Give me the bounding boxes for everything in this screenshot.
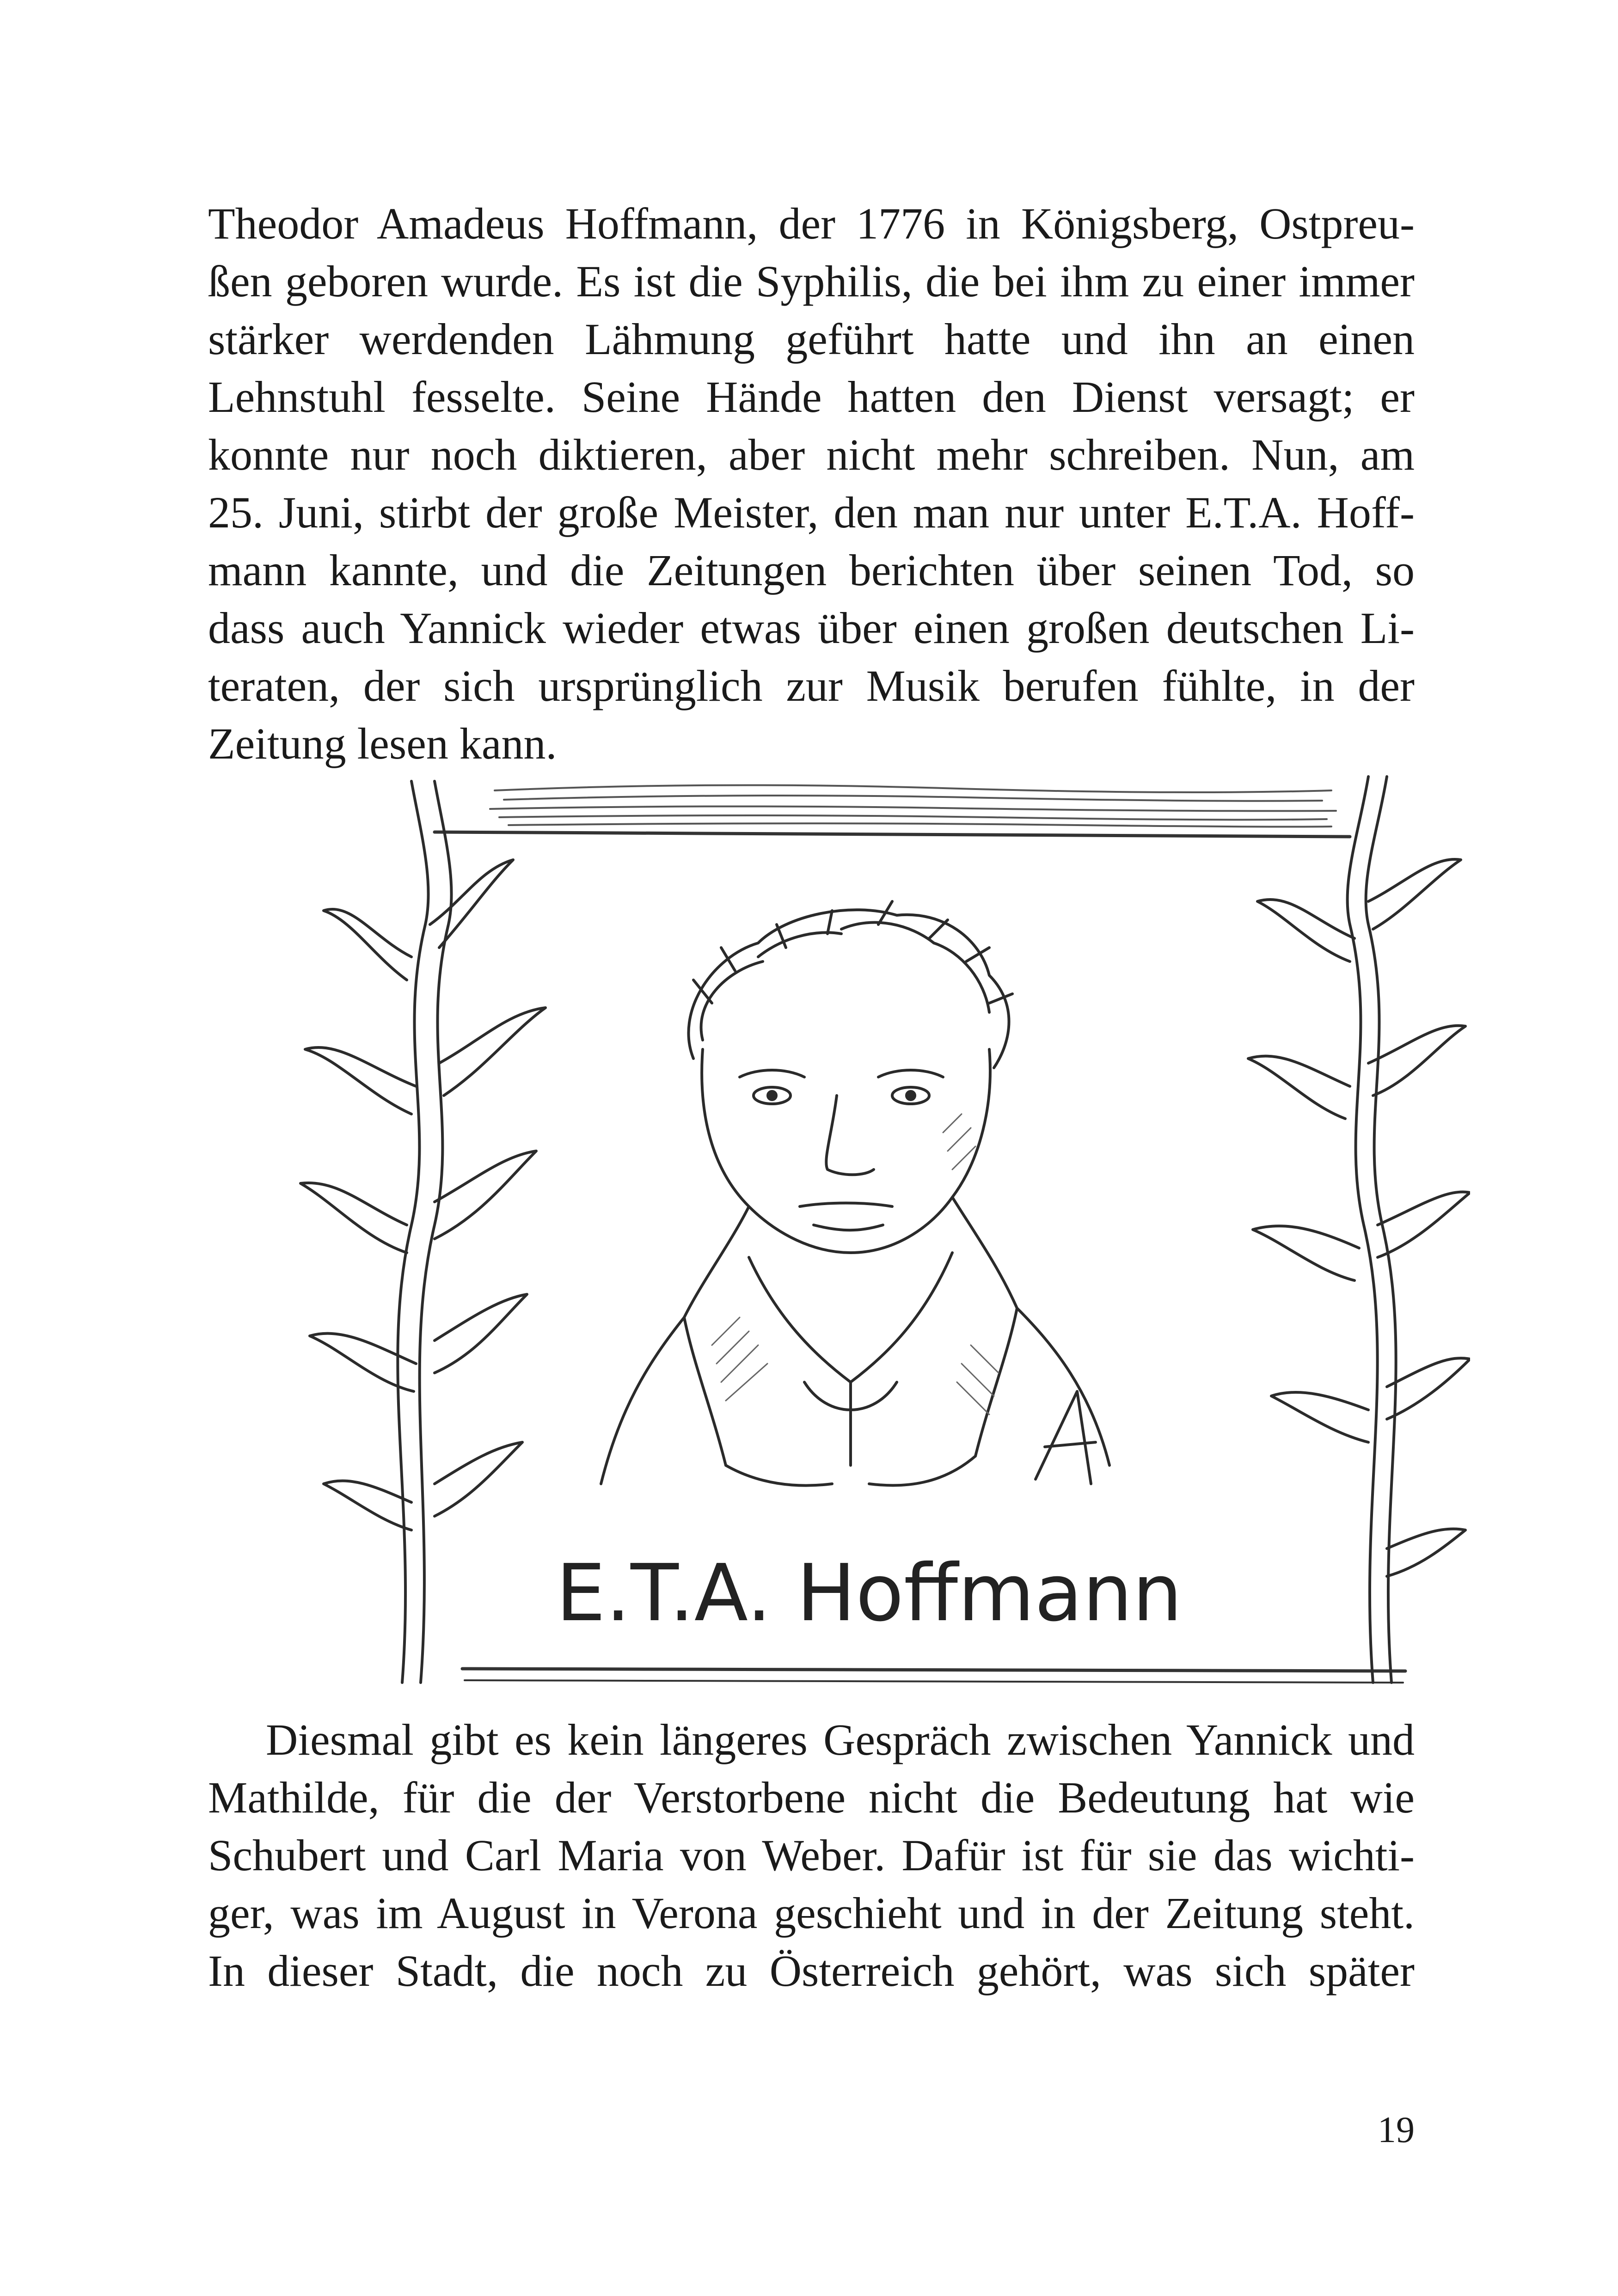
right-plant: [1248, 777, 1470, 1683]
page-number: 19: [1378, 2110, 1415, 2150]
text-line: stärker werdenden Lähmung geführt hatte und ihn an einen: [208, 314, 1415, 364]
portrait-shading: [712, 1114, 999, 1414]
text-line: Diesmal gibt es kein längeres Gespräch zwischen Yannick und: [266, 1715, 1415, 1764]
portrait-caption: E.T.A. Hoffmann: [556, 1548, 1183, 1639]
text-line: Lehnstuhl fesselte. Seine Hände hatten den Dienst versagt; er: [208, 372, 1415, 422]
text-line: Mathilde, für die der Verstorbene nicht die Bedeutung hat wie: [208, 1773, 1415, 1822]
hoffmann-portrait-illustration: [296, 763, 1470, 1692]
text-line: ger, was im August in Verona geschieht und in der Zeitung steht.: [208, 1888, 1415, 1938]
text-line: konnte nur noch diktieren, aber nicht mehr schreiben. Nun, am: [208, 430, 1415, 479]
text-line: 25. Juni, stirbt der große Meister, den man nur unter E.T.A. Hoff-: [208, 488, 1415, 537]
text-line: Theodor Amadeus Hoffmann, der 1776 in Königsberg, Ostpreu-: [208, 199, 1415, 248]
top-hatching: [490, 785, 1336, 827]
portrait-face: [702, 1049, 990, 1253]
text-line: mann kannte, und die Zeitungen berichten über seinen Tod, so: [208, 545, 1415, 595]
text-line: Schubert und Carl Maria von Weber. Dafür ist für sie das wichti-: [208, 1831, 1415, 1880]
text-line: ßen geboren wurde. Es ist die Syphilis, die bei ihm zu einer immer: [208, 257, 1415, 306]
portrait-collar: [601, 1197, 1109, 1486]
portrait-sketch-icon: [296, 763, 1470, 1692]
text-line: teraten, der sich ursprünglich zur Musik berufen fühlte, in der: [208, 661, 1415, 710]
portrait-hair: [688, 901, 1012, 1068]
text-line: Zeitung lesen kann.: [208, 719, 557, 768]
left-plant: [300, 781, 545, 1683]
text-line: In dieser Stadt, die noch zu Österreich gehört, was sich später: [208, 1946, 1415, 1996]
text-line: dass auch Yannick wieder etwas über einen großen deutschen Li-: [208, 603, 1415, 653]
